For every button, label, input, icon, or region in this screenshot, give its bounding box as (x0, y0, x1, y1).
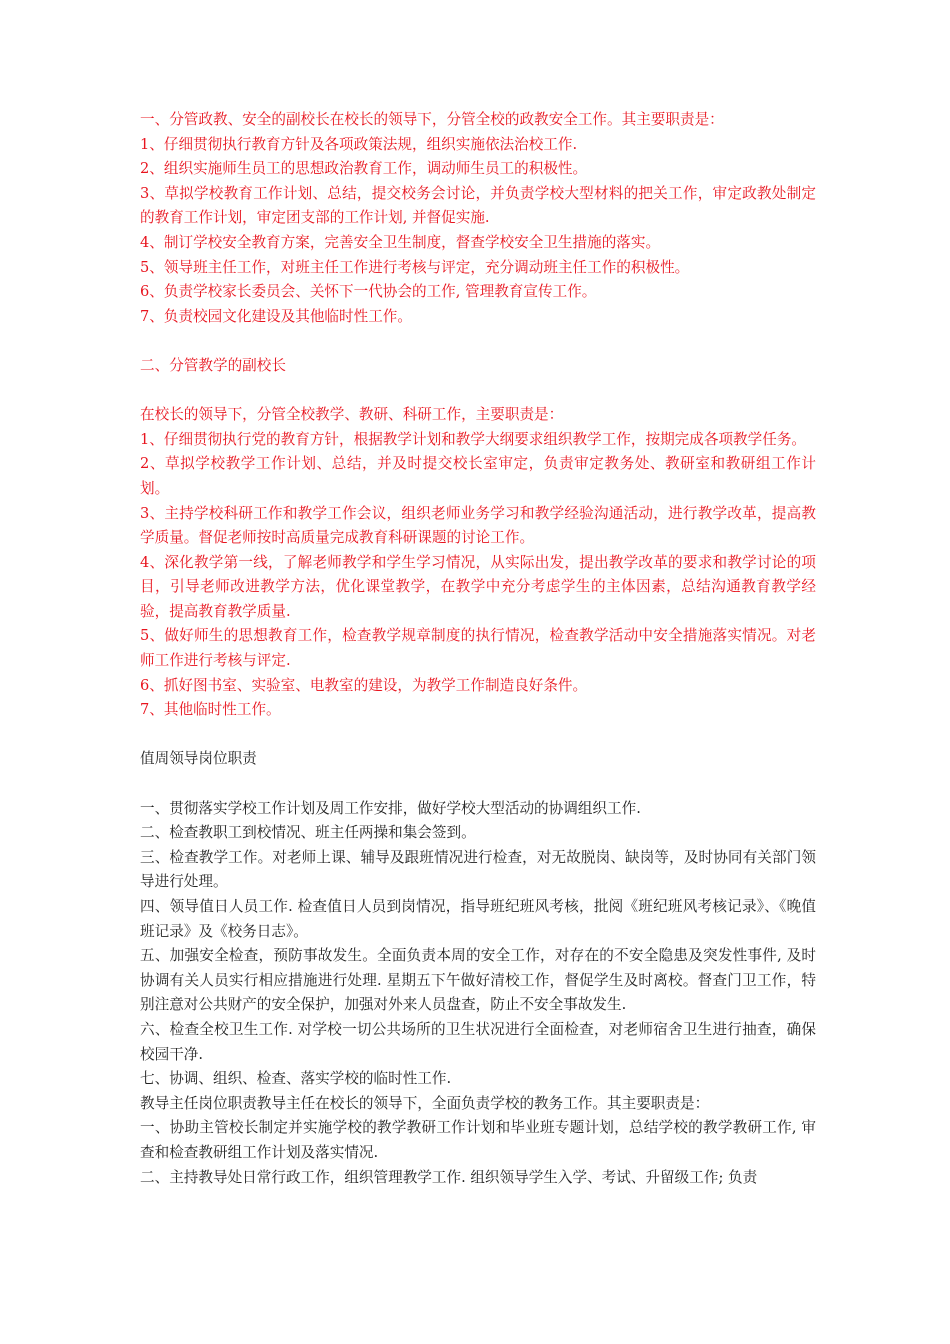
duty-item: 7、负责校园文化建设及其他临时性工作。 (140, 307, 412, 325)
duty-item: 二、检查教职工到校情况、班主任两操和集会签到。 (140, 824, 476, 842)
duty-item: 六、检查全校卫生工作. 对学校一切公共场所的卫生状况进行全面检查，对老师宿舍卫生进行抽查，确保校园干净. (140, 1020, 816, 1063)
duty-item: 5、做好师生的思想教育工作，检查教学规章制度的执行情况，检查教学活动中安全措施落实情况。对老师工作进行考核与评定. (140, 627, 816, 670)
section-dean-of-studies (140, 1092, 816, 1190)
section-vice-principal-safety (140, 108, 816, 329)
spacer (140, 772, 816, 797)
duty-item: 2、草拟学校教学工作计划、总结，并及时提交校长室审定，负责审定教务处、教研室和教研组工作计划。 (140, 455, 816, 497)
spacer (140, 379, 816, 404)
duty-item: 一、协助主管校长制定并实施学校的教学教研工作计划和毕业班专题计划，总结学校的教学教研工作, 审查和检查教研组工作计划及落实情况. (140, 1119, 816, 1161)
duty-item: 4、制订学校安全教育方案，完善安全卫生制度，督查学校安全卫生措施的落实。 (140, 233, 661, 251)
spacer (140, 723, 816, 748)
section-title: 值周领导岗位职责 (140, 750, 257, 768)
section-title: 二、分管教学的副校长 (140, 356, 286, 374)
duty-item: 6、负责学校家长委员会、关怀下一代协会的工作, 管理教育宣传工作。 (140, 283, 597, 301)
section-intro: 一、分管政教、安全的副校长在校长的领导下，分管全校的政教安全工作。其主要职责是： (140, 111, 724, 128)
document-page (140, 108, 816, 1190)
duty-item: 1、仔细贯彻执行党的教育方针，根据教学计划和教学大纲要求组织教学工作，按期完成各项教学任务。 (140, 430, 807, 448)
duty-item: 五、加强安全检查，预防事故发生。全面负责本周的安全工作，对存在的不安全隐患及突发性事件, 及时协调有关人员实行相应措施进行处理. 星期五下午做好清校工作，督促学生及时离校。督查门卫工作，特别注意对公共财产的安全保护，加强对外来人员盘查，防止不安全事故发生. (140, 947, 816, 1014)
duty-item: 二、主持教导处日常行政工作，组织管理教学工作. 组织领导学生入学、考试、升留级工作; 负责 (140, 1168, 758, 1186)
section-intro: 在校长的领导下，分管全校教学、教研、科研工作，主要职责是： (140, 406, 564, 424)
duty-item: 4、深化教学第一线，了解老师教学和学生学习情况，从实际出发，提出教学改革的要求和教学讨论的项目，引导老师改进教学方法，优化课堂教学，在教学中充分考虑学生的主体因素，总结沟通教育教学经验，提高教育教学质量. (140, 553, 816, 620)
duty-item: 三、检查教学工作。对老师上课、辅导及跟班情况进行检查，对无故脱岗、缺岗等，及时协同有关部门领导进行处理。 (140, 848, 816, 891)
duty-item: 四、领导值日人员工作. 检查值日人员到岗情况，指导班纪班风考核，批阅《班纪班风考核记录》、《晚值班记录》及《校务日志》。 (140, 898, 816, 940)
duty-item: 一、贯彻落实学校工作计划及周工作安排，做好学校大型活动的协调组织工作. (140, 799, 641, 817)
section-intro: 教导主任岗位职责教导主任在校长的领导下，全面负责学校的教务工作。其主要职责是： (140, 1094, 710, 1112)
section-weekly-duty (140, 747, 816, 1091)
duty-item: 5、领导班主任工作，对班主任工作进行考核与评定，充分调动班主任工作的积极性。 (140, 258, 690, 276)
duty-item: 2、组织实施师生员工的思想政治教育工作，调动师生员工的积极性。 (140, 160, 588, 178)
duty-item: 七、协调、组织、检查、落实学校的临时性工作. (140, 1070, 452, 1088)
section-vice-principal-teaching (140, 354, 816, 723)
duty-item: 7、其他临时性工作。 (140, 701, 281, 719)
duty-item: 3、草拟学校教育工作计划、总结，提交校务会讨论，并负责学校大型材料的把关工作，审定政教处制定的教育工作计划，审定团支部的工作计划, 并督促实施. (140, 184, 816, 227)
duty-item: 3、主持学校科研工作和教学工作会议，组织老师业务学习和教学经验沟通活动，进行教学改革，提高教学质量。督促老师按时高质量完成教育科研课题的讨论工作。 (140, 504, 816, 547)
duty-item: 6、抓好图书室、实验室、电教室的建设，为教学工作制造良好条件。 (140, 676, 588, 694)
duty-item: 1、仔细贯彻执行教育方针及各项政策法规，组织实施依法治校工作. (140, 135, 578, 153)
spacer (140, 329, 816, 354)
